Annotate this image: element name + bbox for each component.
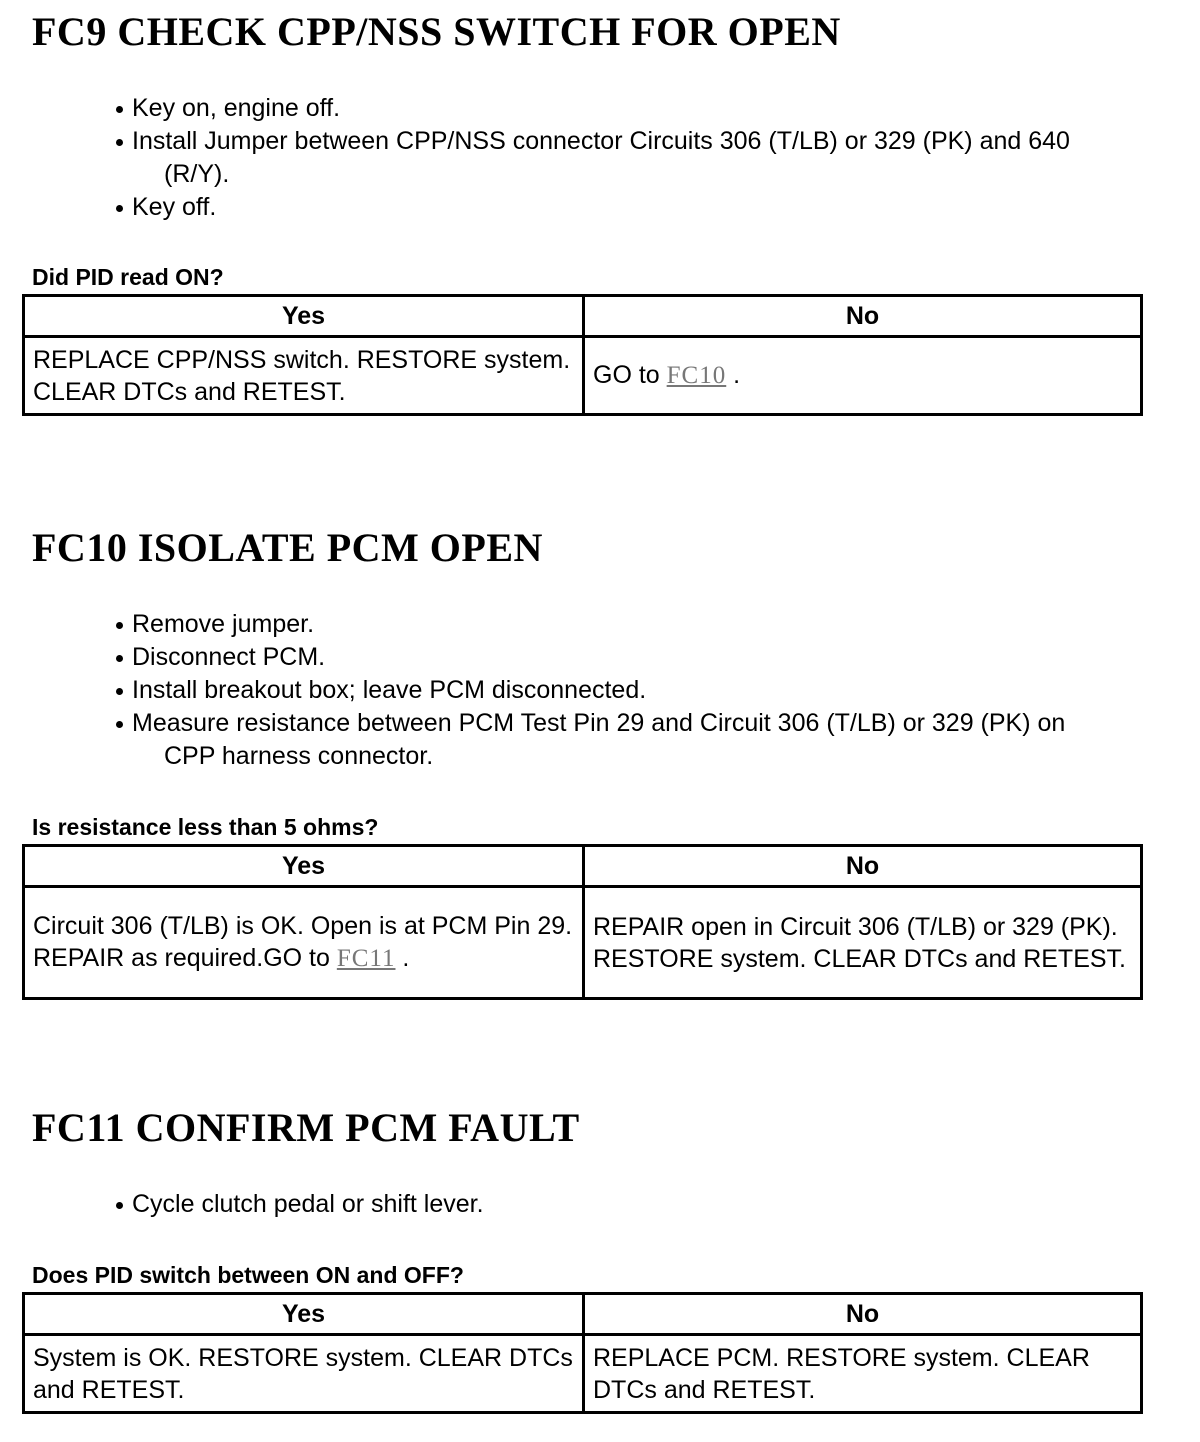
step-item	[112, 92, 1192, 125]
section-fc9	[0, 0, 1200, 440]
question-text: Is resistance less than 5 ohms?	[32, 814, 379, 840]
goto-suffix: .	[726, 361, 741, 389]
step-text: Disconnect PCM.	[132, 643, 326, 671]
section-title: FC10 ISOLATE PCM OPEN	[32, 525, 543, 570]
section-title: FC11 CONFIRM PCM FAULT	[32, 1105, 580, 1150]
question-text: Does PID switch between ON and OFF?	[32, 1262, 464, 1288]
goto-suffix: .	[395, 944, 410, 972]
goto-fc11-link[interactable]: FC11	[336, 945, 396, 972]
step-item	[112, 707, 1192, 773]
step-text: Remove jumper.	[132, 610, 315, 638]
step-list	[112, 608, 1192, 773]
goto-prefix: GO to	[593, 361, 667, 389]
goto-prefix: Circuit 306 (T/LB) is OK. Open is at PCM Pin 29. REPAIR as required.GO to	[33, 912, 573, 972]
no-cell: REPAIR open in Circuit 306 (T/LB) or 329 (PK). RESTORE system. CLEAR DTCs and RETEST.	[584, 887, 1142, 999]
yes-header: Yes	[24, 1294, 584, 1335]
section-fc11	[0, 1100, 1200, 1440]
step-continuation: CPP harness connector.	[164, 742, 434, 770]
step-text: Install breakout box; leave PCM disconnected.	[132, 676, 647, 704]
step-text: Key on, engine off.	[132, 94, 341, 122]
step-text: Measure resistance between PCM Test Pin 29 and Circuit 306 (T/LB) or 329 (PK) on	[132, 709, 1066, 737]
step-item	[112, 674, 1192, 707]
question-text: Did PID read ON?	[32, 264, 224, 290]
no-header: No	[584, 1294, 1142, 1335]
step-item	[112, 641, 1192, 674]
yes-cell: REPLACE CPP/NSS switch. RESTORE system. CLEAR DTCs and RETEST.	[24, 337, 584, 415]
section-title: FC9 CHECK CPP/NSS SWITCH FOR OPEN	[32, 9, 841, 54]
step-text: Cycle clutch pedal or shift lever.	[132, 1190, 484, 1218]
step-list	[112, 92, 1192, 224]
step-text: Install Jumper between CPP/NSS connector Circuits 306 (T/LB) or 329 (PK) and 640	[132, 127, 1070, 155]
yes-header: Yes	[24, 296, 584, 337]
section-fc10	[0, 518, 1200, 1018]
step-text: Key off.	[132, 193, 217, 221]
step-item	[112, 1188, 1192, 1221]
yes-cell	[24, 887, 584, 999]
step-item	[112, 608, 1192, 641]
yes-header: Yes	[24, 846, 584, 887]
yes-no-table	[22, 844, 1143, 1000]
step-item	[112, 125, 1192, 191]
goto-fc10-link[interactable]: FC10	[666, 362, 727, 389]
yes-no-table	[22, 294, 1143, 416]
step-list	[112, 1188, 1192, 1221]
step-continuation: (R/Y).	[164, 160, 230, 188]
yes-no-table	[22, 1292, 1143, 1414]
step-item	[112, 191, 1192, 224]
no-cell	[584, 337, 1142, 415]
no-cell: REPLACE PCM. RESTORE system. CLEAR DTCs and RETEST.	[584, 1335, 1142, 1413]
yes-cell: System is OK. RESTORE system. CLEAR DTCs and RETEST.	[24, 1335, 584, 1413]
no-header: No	[584, 296, 1142, 337]
no-header: No	[584, 846, 1142, 887]
